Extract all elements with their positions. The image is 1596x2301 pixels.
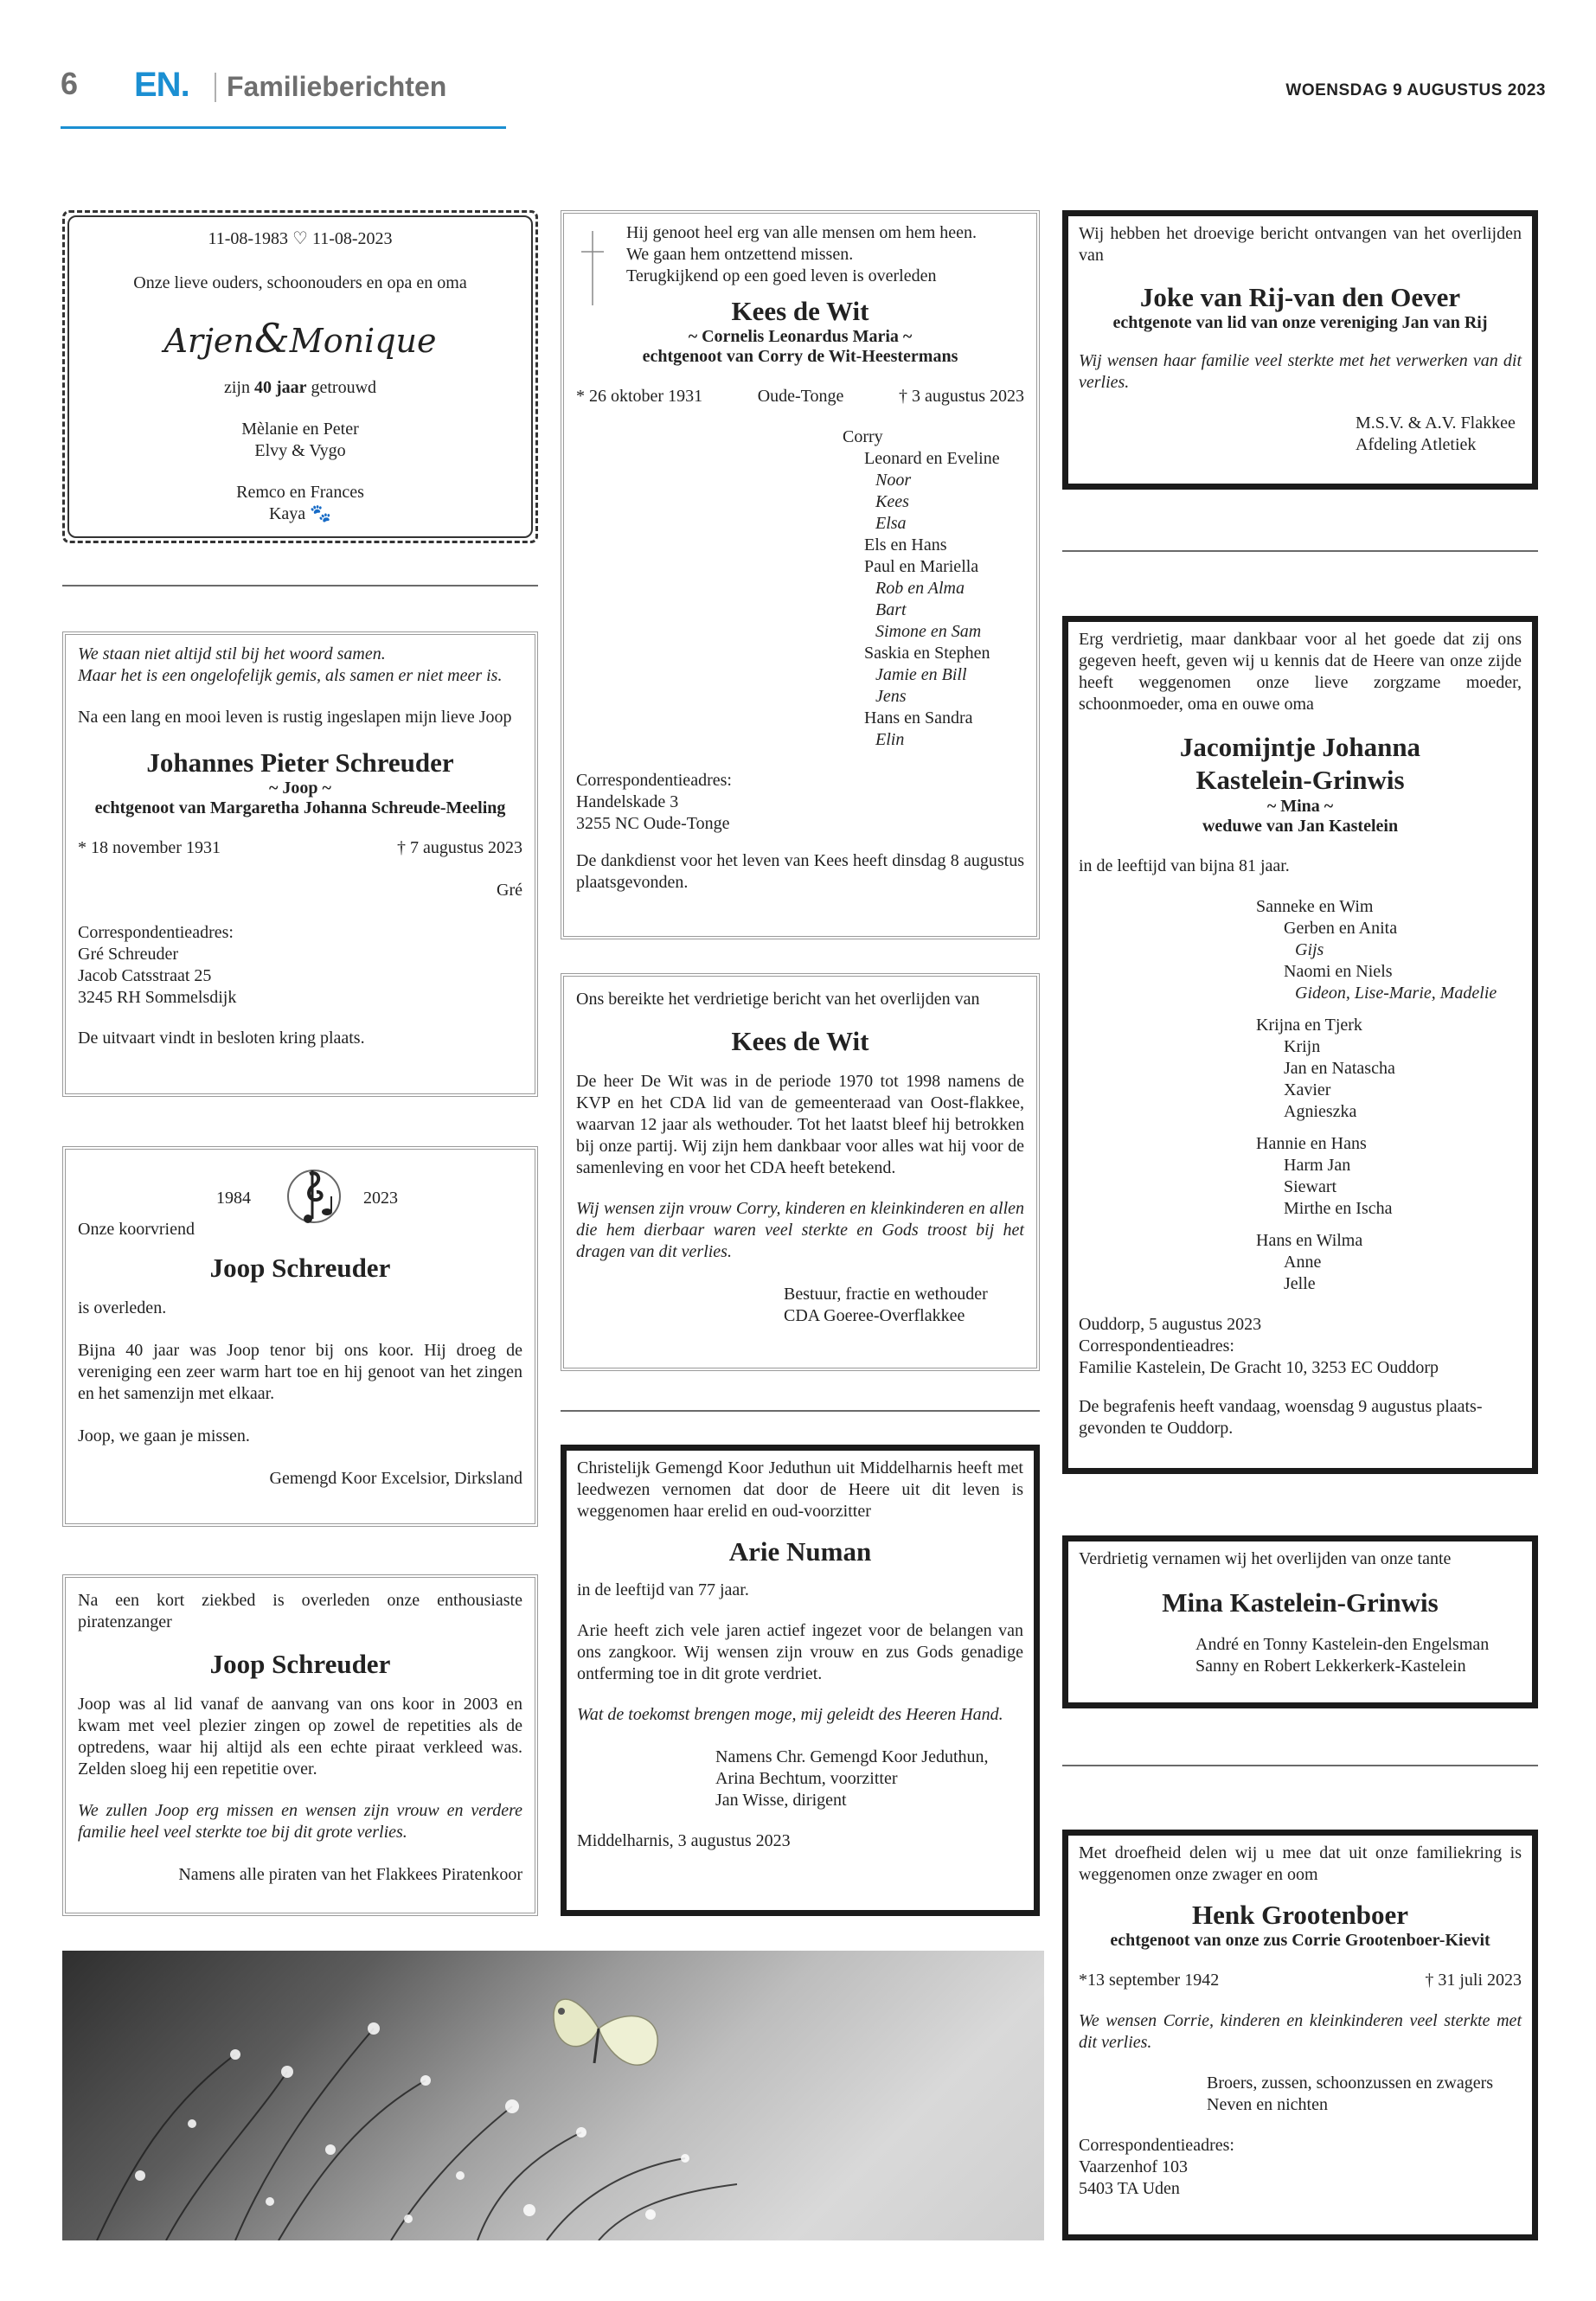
signer-line-1: André en Tonny Kastelein-den Engelsman (1195, 1635, 1490, 1654)
anniversary-intro: Onze lieve ouders, schoonouders en opa en oma (133, 273, 467, 292)
family-line-1b: Elvy & Vygo (254, 441, 346, 460)
family-member: Anne (1284, 1253, 1322, 1272)
signer-line-2: Neven en nichten (1207, 2095, 1328, 2114)
birth-date: * 18 november 1931 (78, 838, 221, 857)
notice-johannes-schreuder (62, 631, 538, 1097)
family-member: Mirthe en Ischa (1284, 1199, 1393, 1218)
family-member: Naomi en Niels (1284, 962, 1393, 981)
place-date: Middelharnis, 3 augustus 2023 (577, 1831, 791, 1850)
birth-place: Oude-Tonge (757, 387, 844, 406)
family-member: Krijna en Tjerk (1256, 1016, 1362, 1035)
deceased-full-name: ~ Cornelis Leonardus Maria ~ (688, 327, 913, 346)
correspondence-city: 5403 TA Uden (1079, 2179, 1180, 2198)
deceased-nickname: ~ Mina ~ (1266, 797, 1334, 816)
newspaper-logo: EN. (134, 66, 189, 104)
column-divider (62, 585, 538, 586)
family-member: Els en Hans (864, 535, 947, 554)
correspondence-address: Familie Kastelein, De Gracht 10, 3253 EC Ouddorp (1079, 1358, 1439, 1377)
signer-line-2: Sanny en Robert Lekkerkerk-Kastelein (1195, 1657, 1466, 1676)
deceased-name: Kees de Wit (731, 296, 869, 326)
section-title: Familieberichten (227, 71, 447, 102)
family-member: Siewart (1284, 1177, 1337, 1196)
signer-line-2: Afdeling Atletiek (1356, 435, 1477, 454)
married-pre: zijn (223, 378, 254, 397)
signer-line-1: Broers, zussen, schoonzussen en zwagers (1207, 2073, 1494, 2093)
butterfly-flowers-photo (62, 1951, 1044, 2240)
closing-line: Joop, we gaan je missen. (78, 1426, 250, 1445)
deceased-name-line-1: Jacomijntje Johanna (1179, 732, 1421, 762)
notice-pirates-joop (62, 1574, 538, 1916)
signer: Namens alle piraten van het Flakkees Piratenkoor (178, 1865, 522, 1884)
notice-mina-kastelein (1062, 1535, 1538, 1708)
butterfly-icon (554, 1999, 657, 2065)
anniversary-notice (67, 215, 533, 538)
family-line-2a: Remco en Frances (236, 483, 364, 502)
header-rule (61, 126, 506, 129)
birth-date: *13 september 1942 (1079, 1971, 1220, 1990)
family-member: Jan en Natascha (1284, 1059, 1395, 1078)
signature-block (715, 1747, 1023, 1811)
family-list (843, 426, 1024, 751)
signer-line-1: Bestuur, fractie en wethouder (784, 1285, 988, 1304)
correspondence-city: 3245 RH Sommelsdijk (78, 988, 237, 1007)
notice-body: Arie heeft zich vele jaren actief ingezet voor de belangen van ons zangkoor. Wij wensen zijn vrouw en zus Gods genadige ontferming toe in dit grote verdriet. (577, 1621, 1023, 1683)
deceased-name: Joop Schreuder (209, 1253, 391, 1283)
signer: Gré (497, 881, 522, 900)
issue-date: WOENSDAG 9 AUGUSTUS 2023 (1285, 81, 1546, 99)
year-start: 1984 (216, 1189, 251, 1208)
family-member: Rob en Alma (875, 579, 965, 598)
column-divider (1062, 1765, 1538, 1766)
age-line: in de leeftijd van bijna 81 jaar. (1079, 856, 1290, 875)
notice-henk-grootenboer (1062, 1830, 1538, 2240)
life-dates (576, 386, 1024, 407)
life-dates (1079, 1970, 1522, 1991)
notice-wish: Wij wensen zijn vrouw Corry, kinderen en kleinkinderen en allen die hem dierbaar waren veel sterkte en Gods troost bij het dragen van dit verlies. (576, 1199, 1024, 1261)
intro-line-3: Terugkijkend op een goed leven is overleden (626, 266, 937, 285)
family-member: Hans en Wilma (1256, 1231, 1363, 1250)
family-member: Jamie en Bill (875, 665, 967, 684)
column-divider (561, 1410, 1040, 1412)
deceased-spouse: echtgenoot van Corry de Wit-Heestermans (642, 347, 958, 366)
notice-wish: We wensen Corrie, kinderen en kleinkinderen veel sterkte met dit verlies. (1079, 2011, 1522, 2052)
deceased-spouse: echtgenoot van Margaretha Johanna Schreude-Meeling (94, 798, 506, 817)
family-member: Bart (875, 600, 907, 619)
notice-intro: Verdrietig vernamen wij het overlijden van onze tante (1079, 1549, 1452, 1568)
notice-intro: Christelijk Gemengd Koor Jeduthun uit Middelharnis heeft met leedwezen vernomen dat door de Heere uit dit leven is weggenomen haar erelid en oud-voorzitter (577, 1458, 1023, 1521)
family-member: Gideon, Lise-Marie, Madelie (1295, 984, 1497, 1003)
correspondence-city: 3255 NC Oude-Tonge (576, 814, 730, 833)
service-note: De dankdienst voor het leven van Kees heeft dinsdag 8 augustus plaatsgevonden. (576, 851, 1024, 892)
signature-block (1356, 413, 1522, 456)
correspondence-name: Gré Schreuder (78, 945, 179, 964)
family-line-1a: Mèlanie en Peter (241, 420, 359, 439)
correspondence-label: Correspondentieadres: (1079, 2136, 1234, 2155)
notice-arie-numan (561, 1445, 1040, 1916)
correspondence-label: Correspondentieadres: (78, 923, 234, 942)
family-member: Hans en Sandra (864, 708, 973, 727)
notice-intro: Na een lang en mooi leven is rustig ingeslapen mijn lieve Joop (78, 708, 512, 727)
age-line: in de leeftijd van 77 jaar. (577, 1580, 749, 1599)
notice-joke-van-rij (1062, 210, 1538, 490)
death-date: † 7 augustus 2023 (397, 838, 522, 857)
deceased-name: Mina Kastelein-Grinwis (1162, 1587, 1439, 1618)
quote-line-2: Maar het is een ongelofelijk gemis, als samen er niet meer is. (78, 666, 503, 685)
family-member: Elin (875, 730, 905, 749)
married-post: getrouwd (306, 378, 377, 397)
notice-choir-joop (62, 1146, 538, 1527)
intro-line-1: Hij genoot heel erg van alle mensen om hem heen. (626, 223, 977, 242)
deceased-name: Henk Grootenboer (1192, 1900, 1408, 1930)
life-dates (78, 837, 522, 859)
family-member: Saskia en Stephen (864, 644, 990, 663)
music-note-icon (284, 1162, 344, 1235)
family-member: Leonard en Eveline (864, 449, 1000, 468)
correspondence-label: Correspondentieadres: (1079, 1336, 1234, 1356)
notice-wish: We zullen Joop erg missen en wensen zijn vrouw en verdere familie heel veel sterkte toe bij dit grote verlies. (78, 1801, 522, 1842)
family-member: Jelle (1284, 1274, 1316, 1293)
correspondence-street: Handelskade 3 (576, 792, 679, 811)
signer-line-1: Namens Chr. Gemengd Koor Jeduthun, (715, 1747, 989, 1766)
photo-illustration (62, 1951, 1044, 2240)
page-number: 6 (61, 66, 79, 101)
correspondence-street: Vaarzenhof 103 (1079, 2157, 1189, 2176)
name-monique: Monique (289, 322, 437, 360)
family-member: Gijs (1295, 940, 1324, 959)
deceased-nickname: ~ Joop ~ (269, 779, 331, 798)
notice-quote: Wat de toekomst brengen moge, mij geleidt des Heeren Hand. (577, 1705, 1003, 1724)
deceased-name: Joke van Rij-van den Oever (1139, 282, 1461, 312)
column-divider (1062, 550, 1538, 552)
years-row (78, 1172, 522, 1221)
family-member: Noor (875, 471, 912, 490)
family-member: Agnieszka (1284, 1102, 1357, 1121)
death-date: † 3 augustus 2023 (899, 387, 1024, 406)
signer-line-1: M.S.V. & A.V. Flakkee (1356, 413, 1516, 433)
couple-names (69, 315, 531, 362)
funeral-note: De uitvaart vindt in besloten kring plaats. (78, 1029, 365, 1048)
family-member: Simone en Sam (875, 622, 982, 641)
status-line: is overleden. (78, 1298, 167, 1317)
family-member: Elsa (875, 514, 907, 533)
deceased-spouse: echtgenoot van onze zus Corrie Grootenboer-Kievit (1110, 1931, 1490, 1950)
notice-body: De heer De Wit was in de periode 1970 tot 1998 namens de KVP en het CDA lid van de gemeenteraad van Oost-flakkee, waarvan 12 jaar als wethouder. Tot het laatst bleef hij betrokken bij onze partij. Wij zijn hem dankbaar voor alles wat hij voor de samenleving en voor het CDA heeft betekend. (576, 1072, 1024, 1177)
family-member: Krijn (1284, 1037, 1321, 1056)
family-member: Corry (843, 427, 883, 446)
signature-block (1195, 1634, 1522, 1677)
place-date: Ouddorp, 5 augustus 2023 (1079, 1315, 1262, 1334)
married-years: 40 jaar (253, 378, 307, 397)
deceased-name: Joop Schreuder (209, 1649, 391, 1679)
family-member: Xavier (1284, 1080, 1331, 1099)
notice-intro: Wij hebben het droevige bericht ontvangen van het overlijden van (1079, 224, 1522, 265)
notice-jacomijntje-kastelein (1062, 616, 1538, 1474)
deceased-name: Johannes Pieter Schreuder (146, 747, 454, 778)
deceased-spouse: weduwe van Jan Kastelein (1202, 817, 1399, 836)
quote-line-1: We staan niet altijd stil bij het woord samen. (78, 644, 386, 663)
notice-intro: Onze koorvriend (78, 1220, 195, 1239)
deceased-name: Kees de Wit (731, 1026, 869, 1056)
funeral-note: De begrafenis heeft vandaag, woensdag 9 augustus plaats-gevonden te Ouddorp. (1079, 1397, 1483, 1438)
family-member: Kees (875, 492, 909, 511)
notice-body: Bijna 40 jaar was Joop tenor bij ons koor. Hij droeg de vereniging een zeer warm hart toe en hij genoot van het zingen en het samenzijn met elkaar. (78, 1341, 522, 1403)
family-member: Gerben en Anita (1284, 919, 1398, 938)
deceased-spouse: echtgenote van lid van onze vereniging Jan van Rij (1112, 313, 1488, 332)
family-member: Sanneke en Wim (1256, 897, 1374, 916)
notice-intro: Erg verdrietig, maar dankbaar voor al het goede dat zij ons gegeven heeft, geven wij u kennis dat de Heere van onze zijde heeft weggenomen onze lieve zorgzame moeder, schoonmoeder, oma en ouwe oma (1079, 630, 1522, 714)
signature-block (784, 1284, 1024, 1327)
cross-icon (580, 229, 606, 311)
deceased-name: Arie Numan (728, 1536, 872, 1567)
family-line-2b: Kaya 🐾 (268, 504, 332, 523)
family-member: Paul en Mariella (864, 557, 979, 576)
signer: Gemengd Koor Excelsior, Dirksland (269, 1469, 522, 1488)
death-date: † 31 juli 2023 (1425, 1971, 1522, 1990)
deceased-name-line-2: Kastelein-Grinwis (1195, 765, 1405, 795)
year-end: 2023 (363, 1189, 398, 1208)
signer-line-2: Arina Bechtum, voorzitter (715, 1769, 898, 1788)
ampersand: & (253, 315, 290, 362)
married-line (69, 377, 531, 399)
family-list (1256, 896, 1522, 1295)
header-separator (215, 73, 216, 102)
family-member: Harm Jan (1284, 1156, 1351, 1175)
notice-wish: Wij wensen haar familie veel sterkte met het verwerken van dit verlies. (1079, 351, 1522, 392)
intro-line-2: We gaan hem ontzettend missen. (626, 245, 854, 264)
notice-kees-cda (561, 973, 1040, 1371)
name-arjen: Arjen (163, 322, 254, 360)
signer-line-2: CDA Goeree-Overflakkee (784, 1306, 965, 1325)
notice-body: Joop was al lid vanaf de aanvang van ons koor in 2003 en kwam met veel plezier zingen op zowel de repetities als de optredens, waar hij altijd als een echte piraat verkleed was. Zelden sloeg hij een repetitie over. (78, 1695, 522, 1779)
correspondence-street: Jacob Catsstraat 25 (78, 966, 212, 985)
family-member: Jens (875, 687, 907, 706)
signer-line-3: Jan Wisse, dirigent (715, 1791, 847, 1810)
notice-kees-family (561, 210, 1040, 939)
signature-block (1207, 2073, 1522, 2116)
notice-intro: Ons bereikte het verdrietige bericht van het overlijden van (576, 990, 980, 1009)
birth-date: * 26 oktober 1931 (576, 387, 703, 406)
correspondence-label: Correspondentieadres: (576, 771, 732, 790)
notice-intro: Met droefheid delen wij u mee dat uit onze familiekring is weggenomen onze zwager en oom (1079, 1843, 1522, 1884)
notice-intro: Na een kort ziekbed is overleden onze enthousiaste piratenzanger (78, 1591, 522, 1631)
family-member: Hannie en Hans (1256, 1134, 1367, 1153)
anniversary-dates: 11-08-1983 ♡ 11-08-2023 (208, 229, 393, 248)
